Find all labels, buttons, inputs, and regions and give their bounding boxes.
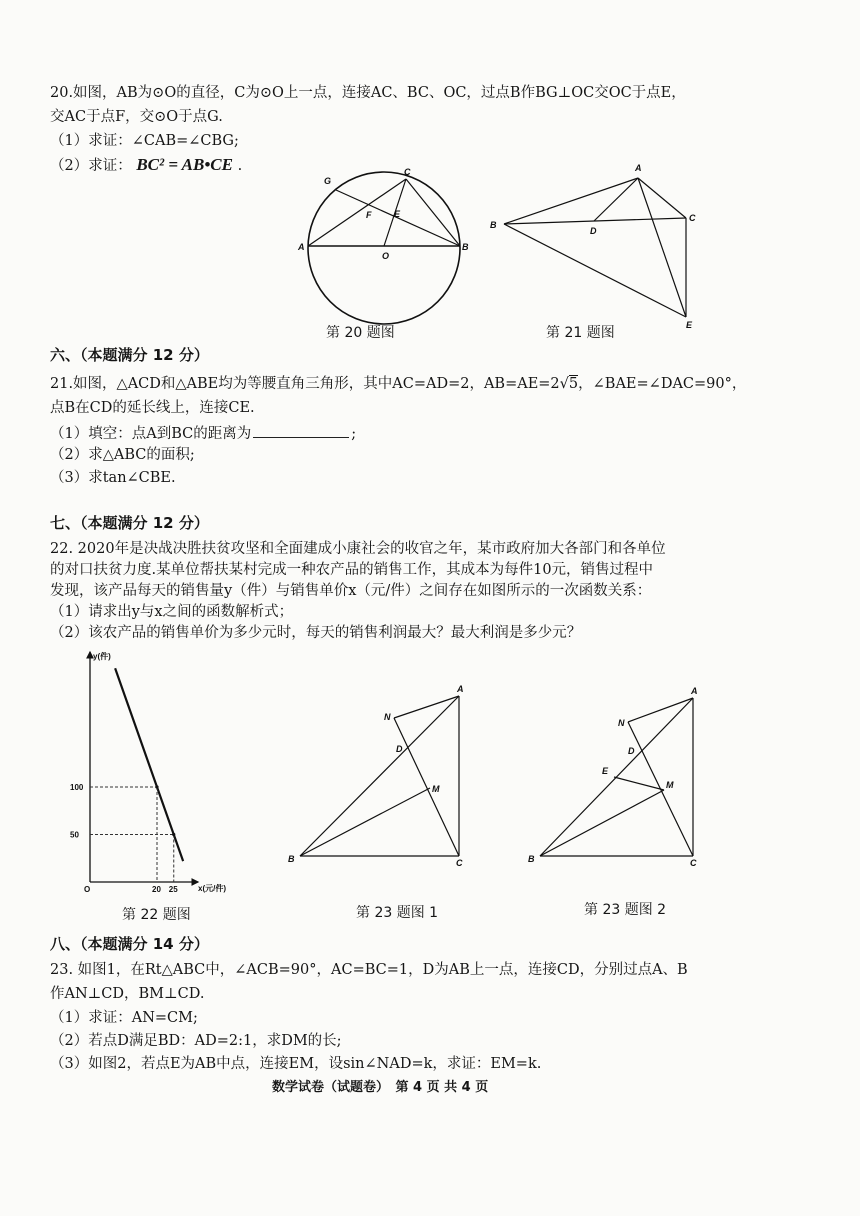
q23-part3: （3）如图2，若点E为AB中点，连接EM，设sin∠NAD=k，求证：EM=k. — [50, 1056, 542, 1072]
q20-line2: 交AC于点F，交⊙O于点G. — [50, 109, 223, 125]
segment-an — [628, 698, 693, 722]
function-line — [115, 668, 183, 861]
y-tick-label-1: 50 — [70, 830, 79, 840]
x-tick-label-1: 25 — [168, 885, 178, 894]
figure-21-caption: 第 21 题图 — [546, 325, 615, 341]
q21-line1-end: ，∠BAE=∠DAC=90°， — [578, 376, 747, 392]
q21-sqrt-radicand: 5 — [568, 376, 579, 392]
label-b: B — [490, 220, 497, 230]
section-6-heading: 六、（本题满分 12 分） — [50, 346, 209, 364]
section-7-heading: 七、（本题满分 12 分） — [50, 514, 209, 532]
label-a: A — [298, 242, 305, 252]
figure-23-2-diagram — [526, 684, 716, 874]
segment-bm — [300, 788, 430, 856]
figure-21-triangle-diagram — [486, 160, 706, 330]
figure-23-2-caption: 第 23 题图 2 — [584, 902, 667, 918]
answer-blank — [253, 425, 349, 438]
label-d: D — [590, 226, 597, 236]
circle-o — [308, 172, 460, 324]
label-a: A — [635, 163, 642, 173]
label-e: E — [602, 766, 609, 776]
q21-part3: （3）求tan∠CBE. — [50, 470, 176, 486]
segment-bm — [540, 790, 664, 856]
label-n: N — [384, 712, 391, 722]
q20-part2-tail: . — [237, 158, 243, 174]
figure-20-caption: 第 20 题图 — [326, 325, 395, 341]
q22-line2: 的对口扶贫力度.某单位帮扶某村完成一种农产品的销售工作，其成本为每件10元，销售过程中 — [50, 562, 654, 578]
q23-line1: 23. 如图1，在Rt△ABC中，∠ACB=90°，AC=BC=1，D为AB上一点，连接CD，分别过点A、B — [50, 962, 688, 978]
q21-line1-start: 21.如图，△ACD和△ABE均为等腰直角三角形，其中AC=AD=2，AB=AE=2 — [50, 376, 560, 392]
sqrt-sign-icon: √ — [559, 376, 569, 392]
label-o: O — [382, 251, 390, 261]
y-axis-label: y(件) — [93, 652, 111, 661]
q22-line3: 发现，该产品每天的销售量y（件）与销售单价x（元/件）之间存在如图所示的一次函数关系： — [50, 583, 652, 599]
q22-part2: （2）该农产品的销售单价为多少元时，每天的销售利润最大？最大利润是多少元？ — [50, 625, 582, 641]
segment-ab — [300, 696, 459, 856]
label-e: E — [686, 320, 693, 330]
label-n: N — [618, 718, 625, 728]
origin-label: O — [84, 885, 91, 894]
segment-an — [394, 696, 459, 718]
data-point-0 — [155, 785, 158, 788]
q21-part1-tail: ; — [351, 426, 357, 442]
label-c: C — [456, 858, 463, 868]
label-m: M — [666, 780, 674, 790]
segment-ab — [540, 698, 693, 856]
q21-part1-text: （1）填空：点A到BC的距离为 — [50, 426, 252, 442]
segment-bc — [504, 218, 686, 224]
segment-em — [614, 777, 664, 790]
label-b: B — [528, 854, 535, 864]
label-b: B — [288, 854, 295, 864]
label-c: C — [404, 167, 411, 177]
segment-nc — [394, 718, 459, 856]
q20-part2-formula: BC² = AB•CE — [136, 155, 233, 174]
label-d: D — [628, 746, 635, 756]
figure-23-1-diagram — [286, 680, 476, 870]
q20-part1: （1）求证：∠CAB=∠CBG; — [50, 133, 239, 149]
q20-part2 — [50, 156, 242, 174]
q21-line2: 点B在CD的延长线上，连接CE. — [50, 400, 255, 416]
x-axis-label: x(元/件) — [198, 884, 226, 893]
figure-23-1-caption: 第 23 题图 1 — [356, 905, 439, 921]
y-tick-label-0: 100 — [70, 783, 84, 792]
label-m: M — [432, 784, 440, 794]
q20-part2-label: （2）求证： — [50, 158, 132, 174]
label-d: D — [396, 744, 403, 754]
q21-part1 — [50, 425, 356, 442]
segment-ac — [308, 179, 406, 246]
q23-line2: 作AN⊥CD，BM⊥CD. — [50, 986, 205, 1002]
label-g: G — [324, 176, 332, 186]
q21-part2: （2）求△ABC的面积; — [50, 447, 195, 463]
data-point-1 — [172, 833, 175, 836]
label-a: A — [457, 684, 464, 694]
label-e: E — [394, 209, 401, 219]
label-c: C — [690, 858, 697, 868]
label-b: B — [462, 242, 469, 252]
x-tick-label-0: 20 — [152, 885, 161, 894]
page-footer: 数学试卷（试题卷） 第 4 页 共 4 页 — [272, 1080, 489, 1095]
q22-line1: 22. 2020年是决战决胜扶贫攻坚和全面建成小康社会的收官之年，某市政府加大各部门和各单位 — [50, 541, 666, 557]
figure-20-circle-diagram — [296, 166, 496, 336]
q23-part2: （2）若点D满足BD：AD=2:1，求DM的长; — [50, 1033, 342, 1049]
q21-line1 — [50, 377, 746, 392]
section-8-heading: 八、（本题满分 14 分） — [50, 935, 209, 953]
segment-ad — [594, 178, 638, 221]
label-a: A — [691, 686, 698, 696]
q20-line1: 20.如图，AB为⊙O的直径，C为⊙O上一点，连接AC、BC、OC，过点B作BG⊥OC交OC于点E， — [50, 85, 686, 101]
q23-part1: （1）求证：AN=CM; — [50, 1010, 198, 1026]
label-c: C — [689, 213, 696, 223]
label-f: F — [366, 210, 372, 220]
figure-22-caption: 第 22 题图 — [122, 907, 191, 923]
figure-22-line-chart — [70, 646, 260, 896]
segment-ba — [504, 178, 638, 224]
q22-part1: （1）请求出y与x之间的函数解析式； — [50, 604, 294, 620]
